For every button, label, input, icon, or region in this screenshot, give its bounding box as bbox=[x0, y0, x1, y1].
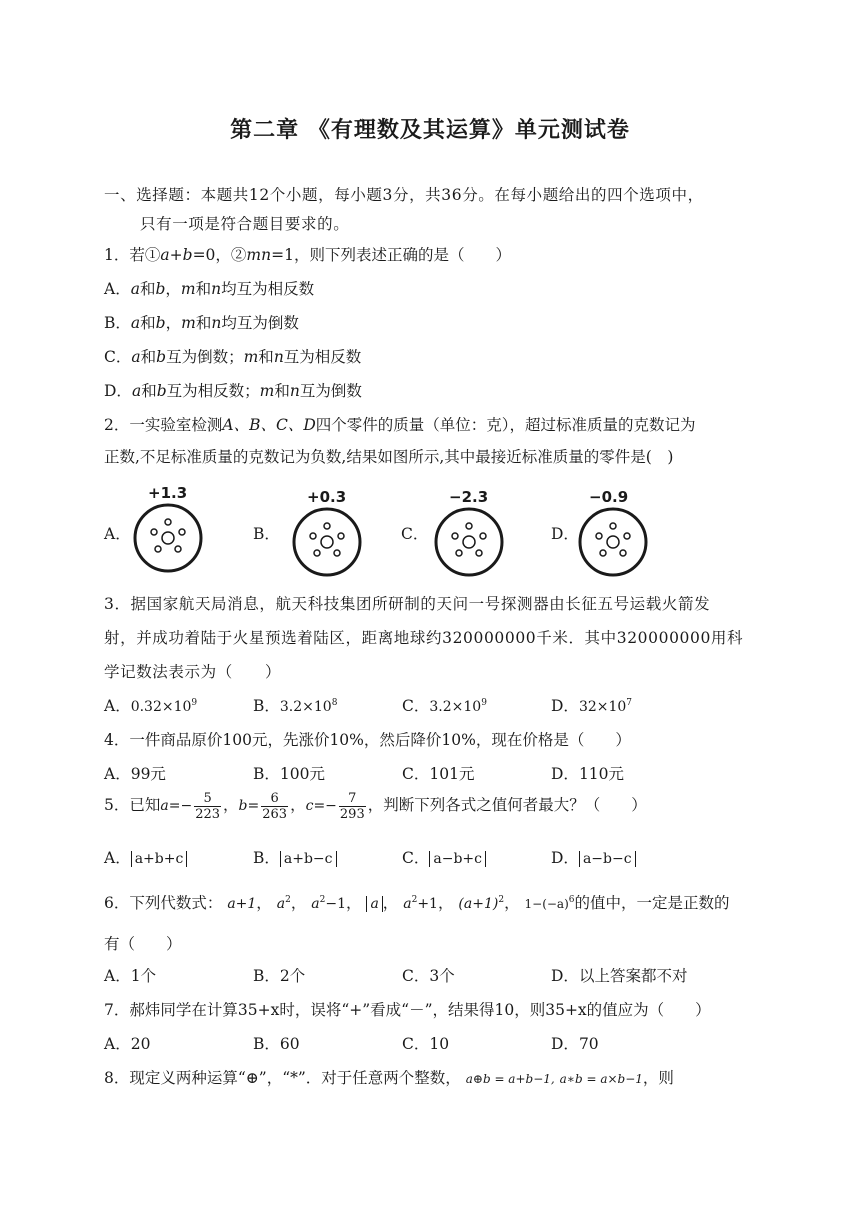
section-header-line2: 只有一项是符合题目要求的。 bbox=[140, 215, 350, 233]
q4-option-a: A．99元 bbox=[104, 765, 166, 783]
question-2-line2: 正数,不足标准质量的克数记为负数,结果如图所示,其中最接近标准质量的零件是( ) bbox=[104, 448, 674, 466]
q7-option-c: C．10 bbox=[402, 1035, 450, 1053]
q1-option-d: D．a和b互为相反数；m和n互为倒数 bbox=[104, 382, 362, 400]
question-3-line3: 学记数法表示为（ ） bbox=[104, 663, 282, 681]
question-5: 5．已知a=− $\frac{5}{223}$ ，b= $\frac{6}{263}$ ，c=− $\frac{7}{293}$ ，判断下列各式之值何者最大？（ ） bbox=[104, 790, 647, 822]
part-a-label: A． bbox=[104, 525, 131, 543]
question-6-line2: 有（ ） bbox=[104, 935, 182, 953]
page-title: 第二章 《有理数及其运算》单元测试卷 bbox=[230, 118, 630, 143]
section-header-line1: 一、选择题：本题共12个小题，每小题3分，共36分。在每小题给出的四个选项中， bbox=[104, 186, 704, 204]
q1-option-b: B．a和b，m和n均互为倒数 bbox=[104, 314, 299, 332]
fraction-a: $\frac{5}{223}$ bbox=[195, 790, 221, 822]
q7-option-b: B．60 bbox=[253, 1035, 300, 1053]
part-d-value: −0.9 bbox=[589, 488, 629, 506]
part-b-disk-icon bbox=[291, 506, 363, 578]
question-2-line1: 2．一实验室检测A、B、C、D四个零件的质量（单位：克），超过标准质量的克数记为 bbox=[104, 416, 696, 434]
part-b-value: +0.3 bbox=[307, 488, 347, 506]
part-b-label: B． bbox=[253, 525, 280, 543]
q4-option-d: D．110元 bbox=[551, 765, 625, 783]
fraction-c: $\frac{7}{293}$ bbox=[339, 790, 365, 822]
q7-option-a: A．20 bbox=[104, 1035, 151, 1053]
question-4: 4．一件商品原价100元，先涨价10%，然后降价10%，现在价格是（ ） bbox=[104, 731, 631, 749]
part-c-label: C． bbox=[401, 525, 429, 543]
q5-option-a: A． a+b+c bbox=[104, 846, 187, 868]
q4-option-b: B．100元 bbox=[253, 765, 325, 783]
q1-option-a: A．a和b，m和n均互为相反数 bbox=[104, 280, 315, 298]
part-d-label: D． bbox=[551, 525, 579, 543]
q5-option-b: B． a+b−c bbox=[253, 846, 337, 868]
q1-option-c: C．a和b互为倒数；m和n互为相反数 bbox=[104, 348, 362, 366]
q3-option-a: A．$0.32\times 10^9$ bbox=[104, 697, 198, 715]
q7-option-d: D．70 bbox=[551, 1035, 599, 1053]
fraction-b: $\frac{6}{263}$ bbox=[262, 790, 288, 822]
question-1: 1．若①a+b=0，②mn=1，则下列表述正确的是（ ） bbox=[104, 246, 511, 264]
question-3-line1: 3．据国家航天局消息，航天科技集团所研制的天问一号探测器由长征五号运载火箭发 bbox=[104, 595, 711, 613]
q6-option-c: C．3个 bbox=[402, 967, 455, 985]
question-6-line1: 6．下列代数式： a+1， $a^2$， $a^2-1$， a ， $a^2+1$， $(a+1)^2$， $1-(-a)^6$的值中，一定是正数的 bbox=[104, 894, 730, 912]
question-8: 8．现定义两种运算“⊕”，“*”．对于任意两个整数， a⊕b = a+b−1, a∗b = a×b−1，则 bbox=[104, 1069, 674, 1087]
q6-option-b: B．2个 bbox=[253, 967, 306, 985]
q3-option-d: D．$32\times 10^7$ bbox=[551, 697, 633, 715]
part-c-disk-icon bbox=[433, 506, 505, 578]
part-a-value: +1.3 bbox=[148, 484, 188, 502]
part-c-value: −2.3 bbox=[449, 488, 489, 506]
q6-option-d: D．以上答案都不对 bbox=[551, 967, 688, 985]
question-7: 7．郝炜同学在计算35+x时，误将“+”看成“－”，结果得10，则35+x的值应为（ ） bbox=[104, 1001, 711, 1019]
q5-option-c: C． a−b+c bbox=[402, 846, 486, 868]
q5-option-d: D． a−b−c bbox=[551, 846, 636, 868]
part-d-disk-icon bbox=[577, 506, 649, 578]
q3-option-c: C．$3.2\times 10^9$ bbox=[402, 697, 487, 715]
q4-option-c: C．101元 bbox=[402, 765, 475, 783]
part-a-disk-icon bbox=[132, 502, 204, 574]
question-3-line2: 射，并成功着陆于火星预选着陆区，距离地球约320000000千米．其中320000000用科 bbox=[104, 629, 744, 647]
q6-option-a: A．1个 bbox=[104, 967, 157, 985]
q3-option-b: B．$3.2\times 10^8$ bbox=[253, 697, 338, 715]
